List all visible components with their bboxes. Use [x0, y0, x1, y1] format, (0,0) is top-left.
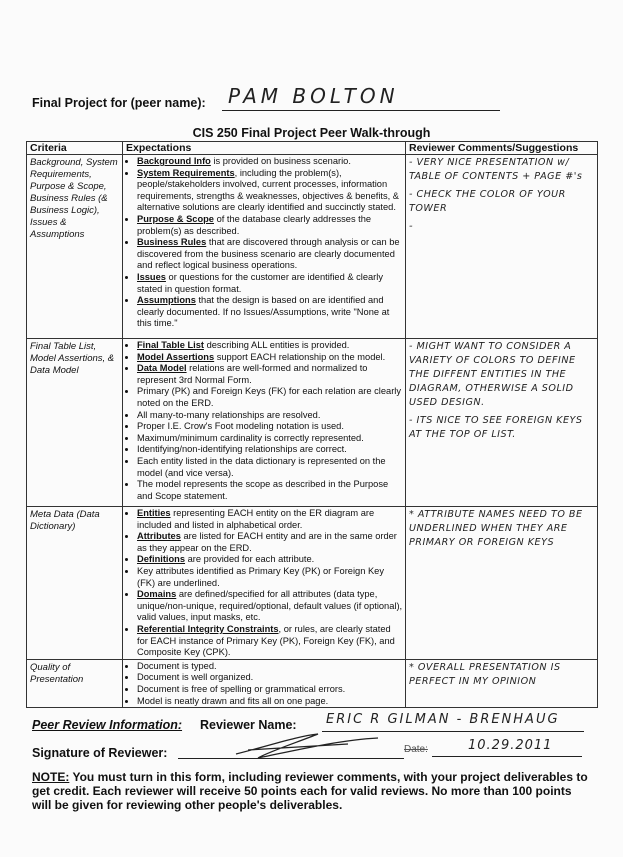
note-text: You must turn in this form, including reviewer comments, with your project deliverables to get credit. Each reviewer will receive 50 points each for valid reviews. No more than 100 points will be given for reviewing other people's deliverables. — [32, 770, 588, 813]
reviewer-name-label: Reviewer Name: — [200, 718, 297, 732]
expectation-item — [137, 352, 403, 364]
expectation-key: Business Rules — [137, 237, 207, 248]
expectation-item — [137, 433, 403, 445]
expectation-item — [137, 661, 403, 673]
expectations-cell — [123, 659, 406, 707]
reviewer-comment: - VERY NICE PRESENTATION w/ TABLE OF CONTENTS + PAGE #'s — [409, 157, 583, 182]
expectation-text: All many-to-many relationships are resolved. — [137, 409, 321, 420]
expectation-text: Key attributes identified as Primary Key (PK) or Foreign Key (FK) are underlined. — [137, 565, 384, 588]
expectation-item — [137, 156, 403, 168]
walkthrough-table — [26, 141, 598, 708]
reviewer-comments-cell — [406, 507, 598, 660]
reviewer-comment: * OVERALL PRESENTATION IS PERFECT IN MY OPINION — [409, 661, 561, 687]
reviewer-comments-cell — [406, 155, 598, 339]
expectation-item — [137, 168, 403, 214]
expectation-item — [137, 508, 403, 531]
expectation-item — [137, 554, 403, 566]
table-header-row — [27, 142, 598, 155]
date-label: Date: — [404, 744, 428, 755]
expectation-text: that the design is based on are identified and clearly documented. If no Issues/Assumptions, write "None at this time." — [137, 295, 390, 329]
expectation-text: are defined/specified for all attributes (data type, unique/non-unique, required/optional, default values (if optional), valid values, input masks, etc. — [137, 589, 403, 623]
expectation-item — [137, 386, 403, 409]
table-body — [27, 155, 598, 708]
expectation-item — [137, 214, 403, 237]
reviewer-comment: - MIGHT WANT TO CONSIDER A VARIETY OF COLORS TO DEFINE THE DIFFENT ENTITIES IN THE DIAGRAM, OTHERWISE A SOLID USED DESIGN. — [409, 341, 576, 408]
expectation-text: that are discovered through analysis or can be discovered from the business scenario are clearly documented and reflect logical business operations. — [137, 237, 400, 271]
document-title: CIS 250 Final Project Peer Walk-through — [192, 126, 431, 140]
expectation-key: System Requirements — [137, 167, 235, 178]
date-underline — [432, 756, 582, 757]
expectation-item — [137, 340, 403, 352]
expectation-text: support EACH relationship on the model. — [214, 351, 386, 362]
criteria-cell: Quality of Presentation — [27, 659, 123, 707]
expectations-header: Expectations — [123, 142, 406, 155]
peer-name-value: PAM BOLTON — [228, 84, 399, 108]
expectation-item — [137, 456, 403, 479]
reviewer-comment: - CHECK THE COLOR OF YOUR TOWER — [409, 189, 566, 214]
expectation-key: Entities — [137, 508, 171, 518]
expectation-text: are provided for each attribute. — [185, 554, 315, 565]
expectations-list — [125, 156, 403, 330]
expectation-item — [137, 624, 403, 659]
expectations-cell — [123, 507, 406, 660]
signature-label: Signature of Reviewer: — [32, 746, 168, 760]
expectation-item — [137, 684, 403, 696]
expectation-item — [137, 421, 403, 433]
expectation-text: Document is well organized. — [137, 672, 254, 683]
note-label: NOTE: — [32, 770, 70, 784]
criteria-cell: Background, System Requirements, Purpose & Scope, Business Rules (& Business Logic), Issues & Assumptions — [27, 155, 123, 339]
expectation-key: Background Info — [137, 156, 211, 166]
expectation-text: Primary (PK) and Foreign Keys (FK) for each relation are clearly noted on the ERD. — [137, 386, 402, 408]
expectation-text: of the database clearly addresses the problem(s) as described. — [137, 213, 372, 236]
expectation-item — [137, 566, 403, 589]
expectation-item — [137, 295, 403, 330]
signature-underline — [178, 758, 404, 759]
expectation-item — [137, 479, 403, 502]
reviewer-name-value: ERIC R GILMAN - BRENHAUG — [326, 712, 560, 727]
expectation-key: Definitions — [137, 554, 186, 565]
reviewer-comment: - ITS NICE TO SEE FOREIGN KEYS AT THE TOP OF LIST. — [409, 415, 583, 440]
expectation-key: Attributes — [137, 531, 181, 542]
peer-review-label: Peer Review Information: — [32, 718, 183, 732]
note-paragraph — [32, 770, 592, 813]
expectation-text: or questions for the customer are identified & clearly stated in question format. — [137, 271, 383, 294]
expectation-text: describing ALL entities is provided. — [203, 340, 350, 350]
expectations-cell — [123, 339, 406, 507]
peer-name-underline — [222, 110, 500, 111]
expectation-key: Purpose & Scope — [137, 213, 214, 224]
signature-scribble — [228, 728, 398, 762]
reviewer-comments-cell — [406, 659, 598, 707]
expectation-item — [137, 272, 403, 295]
expectation-text: , including the problem(s), people/stakeholders involved, current processes, information requirements, strengths & weaknesses, objectives & benefits, & alternative solutions are clearly identified and succinctly stated. — [137, 167, 399, 213]
expectation-text: Document is free of spelling or grammatical errors. — [137, 683, 346, 694]
final-project-label: Final Project for (peer name): — [32, 96, 206, 110]
expectation-item — [137, 363, 403, 386]
expectation-key: Domains — [137, 589, 177, 600]
expectations-list — [125, 340, 403, 502]
expectation-key: Final Table List — [137, 340, 204, 350]
expectation-text: Each entity listed in the data dictionary is represented on the model (and vice versa). — [137, 455, 386, 478]
expectation-text: Model is neatly drawn and fits all on one page. — [137, 695, 329, 706]
expectations-cell — [123, 155, 406, 339]
expectation-text: are listed for EACH entity and are in the same order as they appear on the ERD. — [137, 531, 397, 553]
expectation-text: Proper I.E. Crow's Foot modeling notation is used. — [137, 421, 344, 432]
table-row — [27, 659, 598, 707]
expectation-key: Issues — [137, 271, 166, 282]
expectation-item — [137, 696, 403, 708]
expectation-key: Referential Integrity Constraints — [137, 623, 279, 634]
criteria-cell: Meta Data (Data Dictionary) — [27, 507, 123, 660]
expectation-item — [137, 672, 403, 684]
expectation-text: representing EACH entity on the ER diagram are included and listed in alphabetical order. — [137, 508, 375, 530]
table-row — [27, 507, 598, 660]
date-value: 10.29.2011 — [468, 738, 553, 753]
expectations-list — [125, 661, 403, 707]
expectation-key: Model Assertions — [137, 351, 215, 362]
expectation-key: Data Model — [137, 363, 187, 374]
table-row — [27, 155, 598, 339]
expectation-item — [137, 237, 403, 272]
reviewer-comment: - — [409, 221, 414, 232]
expectation-item — [137, 410, 403, 422]
criteria-header: Criteria — [27, 142, 123, 155]
expectation-item — [137, 589, 403, 624]
expectation-text: is provided on business scenario. — [210, 156, 351, 166]
expectation-text: Maximum/minimum cardinality is correctly represented. — [137, 432, 364, 443]
expectation-key: Assumptions — [137, 295, 196, 306]
criteria-cell: Final Table List, Model Assertions, & Data Model — [27, 339, 123, 507]
expectation-text: Identifying/non-identifying relationships are correct. — [137, 444, 347, 455]
expectations-list — [125, 508, 403, 659]
expectation-text: , or rules, are clearly stated for EACH instance of Primary Key (PK), Foreign Key (FK), and Composite Key (CPK). — [137, 623, 395, 658]
expectation-item — [137, 444, 403, 456]
reviewer-comments-cell — [406, 339, 598, 507]
reviewer-comment: * ATTRIBUTE NAMES NEED TO BE UNDERLINED WHEN THEY ARE PRIMARY OR FOREIGN KEYS — [409, 509, 583, 548]
expectation-text: relations are well-formed and normalized to represent 3rd Normal Form. — [137, 363, 368, 385]
reviewer-comments-header: Reviewer Comments/Suggestions — [406, 142, 598, 155]
expectation-item — [137, 531, 403, 554]
expectation-text: The model represents the scope as described in the Purpose and Scope statement. — [137, 479, 389, 501]
expectation-text: Document is typed. — [137, 660, 217, 671]
table-row — [27, 339, 598, 507]
